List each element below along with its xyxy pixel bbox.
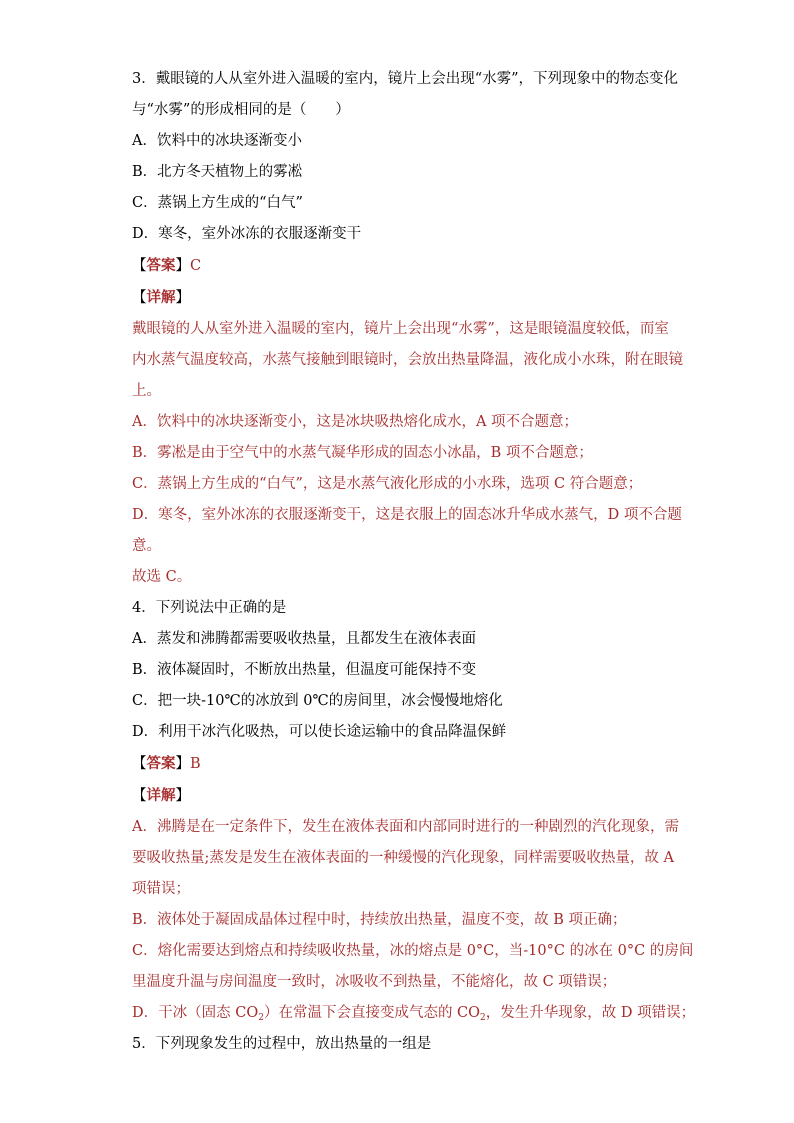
q4-answer: 【答案】B (132, 755, 201, 772)
q3-explanation-line: 故选 C。 (132, 569, 192, 585)
q4-explanation-line-d (132, 998, 696, 1029)
q3-option-d: D．寒冬，室外冰冻的衣服逐渐变干 (132, 226, 362, 242)
answer-label: 答案 (146, 755, 176, 772)
text-fragment: ，发生升华现象，故 D 项错误； (485, 1005, 696, 1021)
q3-stem-line: 3．戴眼镜的人从室外进入温暖的室内，镜片上会出现“水雾”，下列现象中的物态变化 (132, 71, 679, 87)
q3-explanation-line: C．蒸锅上方生成的“白气”，这是水蒸气液化形成的小水珠，选项 C 符合题意； (132, 476, 643, 492)
q3-stem-line: 与“水雾”的形成相同的是（ ） (132, 102, 350, 118)
q3-explanation-line: A．饮料中的冰块逐渐变小，这是冰块吸热熔化成水，A 项不合题意； (132, 414, 579, 430)
q3-explanation-line: B．雾凇是由于空气中的水蒸气凝华形成的固态小冰晶，B 项不合题意； (132, 445, 593, 461)
document-content (132, 64, 696, 1060)
q4-explanation-line: 里温度升温与房间温度一致时，冰吸收不到热量，不能熔化，故 C 项错误； (132, 974, 617, 990)
subscript: 2 (480, 1013, 486, 1023)
q3-explanation-line: 戴眼镜的人从室外进入温暖的室内，镜片上会出现“水雾”，这是眼镜温度较低，而室 (132, 321, 669, 337)
q3-option-a: A．饮料中的冰块逐渐变小 (132, 133, 302, 149)
detail-label: 详解 (146, 289, 176, 306)
text-fragment: D．干冰（固态 CO (132, 1005, 259, 1021)
answer-value: C (190, 258, 202, 274)
q4-option-b: B．液体凝固时，不断放出热量，但温度可能保持不变 (132, 662, 477, 678)
answer-label: 答案 (146, 257, 176, 274)
answer-value: B (190, 756, 201, 772)
q4-explanation-line: C．熔化需要达到熔点和持续吸收热量，冰的熔点是 0°C，当-10°C 的冰在 0°C 的房间 (132, 943, 694, 959)
q4-option-c: C．把一块-10℃的冰放到 0℃的房间里，冰会慢慢地熔化 (132, 693, 503, 709)
q5-stem-line: 5．下列现象发生的过程中，放出热量的一组是 (132, 1036, 432, 1052)
q4-detail-label: 【详解】 (132, 787, 190, 804)
q4-option-d: D．利用干冰汽化吸热，可以使长途运输中的食品降温保鲜 (132, 724, 507, 740)
subscript: 2 (258, 1013, 264, 1023)
q4-explanation-line: B．液体处于凝固成晶体过程中时，持续放出热量，温度不变，故 B 项正确； (132, 912, 627, 928)
q3-option-b: B．北方冬天植物上的雾凇 (132, 164, 303, 180)
q4-stem-line: 4．下列说法中正确的是 (132, 600, 287, 616)
detail-label: 详解 (146, 787, 176, 804)
text-fragment: ）在常温下会直接变成气态的 CO (263, 1005, 481, 1021)
q3-option-c: C．蒸锅上方生成的“白气” (132, 195, 303, 211)
q4-explanation-line: 项错误； (132, 881, 190, 897)
q4-explanation-line: A．沸腾是在一定条件下，发生在液体表面和内部同时进行的一种剧烈的汽化现象，需 (132, 819, 679, 835)
q4-option-a: A．蒸发和沸腾都需要吸收热量，且都发生在液体表面 (132, 631, 476, 647)
q3-explanation-line: D．寒冬，室外冰冻的衣服逐渐变干，这是衣服上的固态冰升华成水蒸气，D 项不合题 (132, 507, 682, 523)
q3-detail-label: 【详解】 (132, 289, 190, 306)
q3-explanation-line: 上。 (132, 383, 161, 399)
q3-explanation-line: 内水蒸气温度较高，水蒸气接触到眼镜时，会放出热量降温，液化成小水珠，附在眼镜 (132, 352, 683, 368)
q3-explanation-line: 意。 (132, 538, 161, 554)
q4-explanation-line: 要吸收热量;蒸发是发生在液体表面的一种缓慢的汽化现象，同样需要吸收热量，故 A (132, 850, 674, 866)
q3-answer: 【答案】C (132, 257, 202, 274)
